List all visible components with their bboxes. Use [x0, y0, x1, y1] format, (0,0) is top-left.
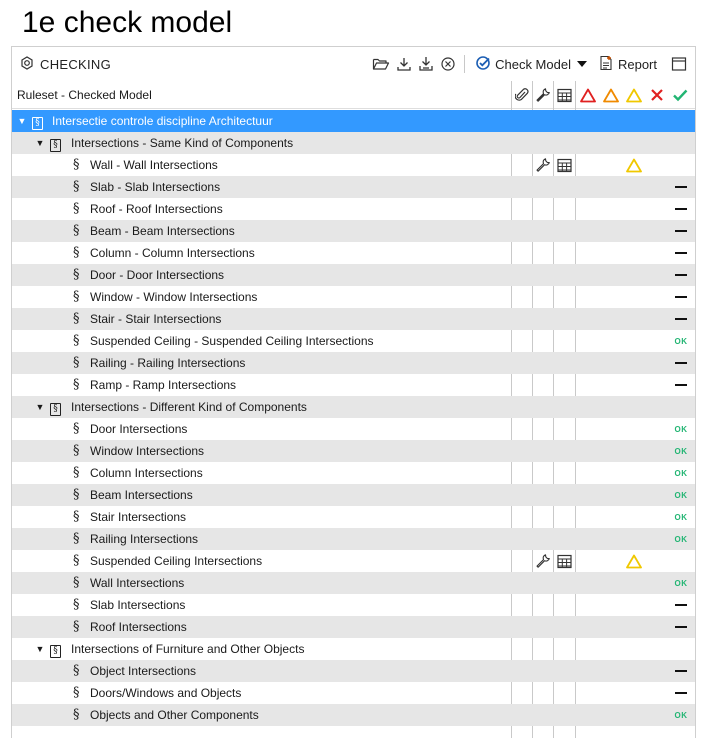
tree-group-row[interactable] — [12, 132, 695, 154]
rule-section-icon: § — [73, 707, 80, 722]
status-not-applicable-dash — [675, 384, 687, 386]
tree-row-label: Objects and Other Components — [90, 708, 259, 722]
warning-yellow-triangle-icon — [625, 552, 643, 570]
status-ok-badge: OK — [674, 710, 688, 720]
rule-section-icon: § — [73, 553, 80, 568]
tree-group-row[interactable] — [12, 638, 695, 660]
tree-rule-row[interactable] — [12, 704, 695, 726]
rule-section-icon: § — [73, 685, 80, 700]
tree-row-label: Roof - Roof Intersections — [90, 202, 223, 216]
tree-rule-row[interactable] — [12, 330, 695, 352]
status-ok-badge: OK — [674, 534, 688, 544]
tree-rule-row[interactable] — [12, 242, 695, 264]
status-ok-badge: OK — [674, 490, 688, 500]
tree-rule-row[interactable] — [12, 352, 695, 374]
check-model-icon — [475, 55, 491, 74]
expand-collapse-icon[interactable]: ▼ — [35, 402, 45, 412]
status-ok-badge: OK — [674, 424, 688, 434]
tree-row-label: Intersections - Same Kind of Components — [71, 136, 294, 150]
tree-rule-row[interactable] — [12, 594, 695, 616]
tree-row-label: Roof Intersections — [90, 620, 187, 634]
status-not-applicable-dash — [675, 362, 687, 364]
tree-row-label: Doors/Windows and Objects — [90, 686, 242, 700]
warning-yellow-triangle-icon — [625, 156, 643, 174]
rule-section-icon: § — [73, 597, 80, 612]
clear-icon[interactable] — [440, 56, 456, 72]
failed-cross-icon[interactable] — [648, 86, 666, 104]
checking-icon — [19, 55, 35, 74]
check-model-button[interactable] — [475, 55, 588, 74]
status-not-applicable-dash — [675, 208, 687, 210]
warning-orange-triangle-icon[interactable] — [602, 86, 620, 104]
expand-collapse-icon[interactable]: ▼ — [35, 138, 45, 148]
tree-group-row[interactable] — [12, 396, 695, 418]
status-not-applicable-dash — [675, 318, 687, 320]
tree-row-label: Intersections - Different Kind of Components — [71, 400, 307, 414]
checking-panel — [11, 46, 696, 738]
status-ok-badge: OK — [674, 512, 688, 522]
window-layout-icon[interactable] — [671, 56, 687, 72]
rule-section-icon: § — [73, 223, 80, 238]
status-ok-badge: OK — [674, 578, 688, 588]
status-not-applicable-dash — [675, 626, 687, 628]
rule-section-icon: § — [73, 179, 80, 194]
table-icon[interactable] — [555, 156, 573, 174]
rule-section-icon: § — [73, 575, 80, 590]
report-icon — [598, 55, 614, 74]
ruleset-book-icon: § — [50, 642, 61, 658]
tree-row-label: Ramp - Ramp Intersections — [90, 378, 237, 392]
tree-rule-row[interactable] — [12, 440, 695, 462]
status-not-applicable-dash — [675, 604, 687, 606]
rule-section-icon: § — [73, 311, 80, 326]
tree-rule-row[interactable] — [12, 660, 695, 682]
tree-rule-row[interactable] — [12, 220, 695, 242]
tree-rule-row[interactable] — [12, 308, 695, 330]
expand-collapse-icon[interactable]: ▼ — [35, 644, 45, 654]
status-not-applicable-dash — [675, 230, 687, 232]
tree-row-label: Stair Intersections — [90, 510, 187, 524]
open-folder-icon[interactable] — [372, 56, 390, 72]
tree-row-label: Suspended Ceiling - Suspended Ceiling Intersections — [90, 334, 374, 348]
rule-section-icon: § — [73, 333, 80, 348]
tree-rule-row[interactable] — [12, 528, 695, 550]
rule-section-icon: § — [73, 267, 80, 282]
tree-row-label: Intersectie controle discipline Architectuur — [52, 114, 273, 128]
tree-row-label: Railing Intersections — [90, 532, 199, 546]
toolbar — [12, 47, 695, 81]
rule-section-icon: § — [73, 487, 80, 502]
rule-section-icon: § — [73, 531, 80, 546]
download-all-icon[interactable] — [418, 56, 434, 72]
tree-rule-row[interactable] — [12, 154, 695, 176]
rule-section-icon: § — [73, 663, 80, 678]
expand-collapse-icon[interactable]: ▼ — [17, 116, 27, 126]
status-not-applicable-dash — [675, 274, 687, 276]
table-icon[interactable] — [555, 552, 573, 570]
tree-rule-row[interactable] — [12, 682, 695, 704]
toolbar-separator — [464, 55, 465, 73]
panel-title-label: CHECKING — [40, 56, 112, 72]
ruleset-column-header[interactable]: Ruleset - Checked Model — [17, 88, 152, 102]
tree-row-label: Slab - Slab Intersections — [90, 180, 221, 194]
tree-rule-row[interactable] — [12, 286, 695, 308]
status-ok-badge: OK — [674, 468, 688, 478]
tree-row-label: Slab Intersections — [90, 598, 186, 612]
tree-rule-row[interactable] — [12, 484, 695, 506]
report-button[interactable] — [598, 55, 657, 74]
tree-row-label: Window - Window Intersections — [90, 290, 258, 304]
ruleset-tree — [12, 110, 695, 726]
page-title: 1e check model — [22, 6, 233, 39]
download-icon[interactable] — [396, 56, 412, 72]
tree-rule-row[interactable] — [12, 374, 695, 396]
tree-row-label: Intersections of Furniture and Other Objects — [71, 642, 305, 656]
attachment-icon[interactable] — [513, 86, 531, 104]
wrench-icon[interactable] — [534, 86, 552, 104]
rule-section-icon: § — [73, 619, 80, 634]
tree-rule-row[interactable] — [12, 462, 695, 484]
tree-row-label: Object Intersections — [90, 664, 197, 678]
tree-rule-row[interactable] — [12, 198, 695, 220]
tree-rule-row[interactable] — [12, 572, 695, 594]
rule-section-icon: § — [73, 421, 80, 436]
tree-row-label: Beam Intersections — [90, 488, 193, 502]
tree-rule-row[interactable] — [12, 550, 695, 572]
rule-section-icon: § — [73, 245, 80, 260]
rule-section-icon: § — [73, 355, 80, 370]
status-not-applicable-dash — [675, 692, 687, 694]
tree-rule-row[interactable] — [12, 506, 695, 528]
tree-row-label: Window Intersections — [90, 444, 205, 458]
rule-section-icon: § — [73, 465, 80, 480]
status-not-applicable-dash — [675, 670, 687, 672]
tree-rule-row[interactable] — [12, 616, 695, 638]
status-not-applicable-dash — [675, 252, 687, 254]
rule-section-icon: § — [73, 201, 80, 216]
tree-row-label: Wall Intersections — [90, 576, 185, 590]
ruleset-book-icon: § — [32, 114, 43, 130]
report-label: Report — [617, 56, 657, 72]
tree-rule-row[interactable] — [12, 176, 695, 198]
tree-row-label: Door Intersections — [90, 422, 188, 436]
ruleset-book-icon: § — [50, 400, 61, 416]
tree-row-label: Column Intersections — [90, 466, 203, 480]
tree-row-label: Door - Door Intersections — [90, 268, 225, 282]
rule-section-icon: § — [73, 443, 80, 458]
rule-section-icon: § — [73, 509, 80, 524]
status-not-applicable-dash — [675, 296, 687, 298]
error-red-triangle-icon[interactable] — [579, 86, 597, 104]
ruleset-book-icon: § — [50, 136, 61, 152]
rule-section-icon: § — [73, 377, 80, 392]
wrench-icon[interactable] — [534, 156, 552, 174]
tree-row-label: Stair - Stair Intersections — [90, 312, 222, 326]
rule-section-icon: § — [73, 289, 80, 304]
rule-section-icon: § — [73, 157, 80, 172]
tree-row-label: Column - Column Intersections — [90, 246, 255, 260]
tree-row-label: Wall - Wall Intersections — [90, 158, 218, 172]
warning-yellow-triangle-icon[interactable] — [625, 86, 643, 104]
status-ok-badge: OK — [674, 336, 688, 346]
tree-row-label: Railing - Railing Intersections — [90, 356, 246, 370]
passed-check-icon[interactable] — [671, 86, 689, 104]
wrench-icon[interactable] — [534, 552, 552, 570]
dropdown-arrow-icon[interactable] — [576, 57, 588, 72]
status-not-applicable-dash — [675, 186, 687, 188]
tree-row-label: Beam - Beam Intersections — [90, 224, 235, 238]
check-model-label: Check Model — [495, 56, 571, 72]
tree-rule-row[interactable] — [12, 418, 695, 440]
tree-rule-row[interactable] — [12, 264, 695, 286]
tree-row-label: Suspended Ceiling Intersections — [90, 554, 263, 568]
panel-title — [19, 55, 111, 74]
table-icon[interactable] — [555, 86, 573, 104]
tree-group-row[interactable] — [12, 110, 695, 132]
status-ok-badge: OK — [674, 446, 688, 456]
